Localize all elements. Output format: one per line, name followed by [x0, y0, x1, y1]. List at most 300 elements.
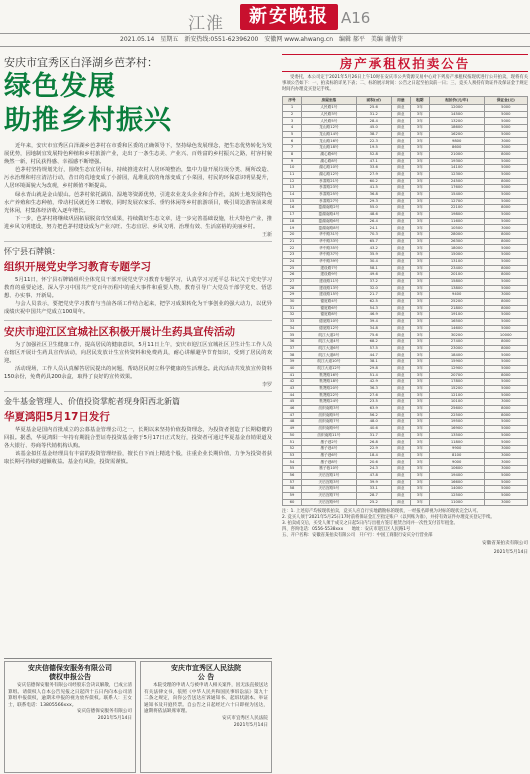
table-cell: 纺织南路11号 [302, 432, 357, 439]
table-cell: 湖心路8号 [302, 158, 357, 165]
table-cell: 皖江大道12号 [302, 365, 357, 372]
table-cell: 29.3 [356, 198, 391, 205]
table-cell: 28.4 [356, 118, 391, 125]
table-cell: 3年 [410, 245, 429, 252]
masthead-city: 江淮 [188, 14, 224, 34]
table-cell: 5000 [484, 111, 527, 118]
table-header-cell: 房屋坐落 [302, 97, 357, 105]
table-cell: 3年 [410, 298, 429, 305]
table-cell: 人民路1号 [302, 105, 357, 112]
table-cell: 天后宫路7号 [302, 492, 357, 499]
table-cell: 20700 [429, 372, 484, 379]
notice-box [140, 661, 272, 773]
table-cell: 24500 [429, 178, 484, 185]
table-cell: 22 [283, 245, 302, 252]
table-header-cell: 用途 [391, 97, 410, 105]
table-cell: 19.5 [356, 145, 391, 152]
table-cell: 68.2 [356, 339, 391, 346]
table-cell: 5000 [484, 212, 527, 219]
table-row [283, 238, 528, 245]
table-cell: 44.7 [356, 352, 391, 359]
table-cell: 22100 [429, 205, 484, 212]
table-cell: 纺织南路7号 [302, 419, 357, 426]
table-cell: 商业 [391, 446, 410, 453]
table-cell: 8000 [484, 372, 527, 379]
table-cell: 皖江大道10号 [302, 359, 357, 366]
table-cell: 3年 [410, 232, 429, 239]
table-cell: 湖心路12号 [302, 171, 357, 178]
auction-table [282, 96, 528, 506]
table-row [283, 185, 528, 192]
article4-paragraph: 华夏基金是国内首批成立的公募基金管理公司之一，长期以来坚持价值投资理念，为投资者创造了长期稳健的回报。据悉，华夏鸿阳一年持有期混合型证券投资基金将于5月17日正式发行，投资者可通过华夏基金直销渠道及各大银行、券商等代销机构认购。 [4, 426, 272, 450]
table-cell: 湖心路6号 [302, 151, 357, 158]
table-cell: 5000 [484, 379, 527, 386]
table-cell: 3年 [410, 385, 429, 392]
table-row [283, 118, 528, 125]
table-cell: 5000 [484, 131, 527, 138]
table-cell: 墨子巷10号 [302, 466, 357, 473]
table-cell: 集贤路16号 [302, 372, 357, 379]
table-cell: 22.3 [356, 138, 391, 145]
table-cell: 27.6 [356, 392, 391, 399]
table-cell: 3年 [410, 191, 429, 198]
table-cell: 3年 [410, 105, 429, 112]
table-row [283, 138, 528, 145]
lead-paragraph: 近年来，安庆市宜秀区白泽湖乡芭茅村在市委和区委的正确领导下，坚持绿色发展理念，把生态优势转化为发展优势，因地制宜发展特色种植和乡村旅游产业，走出了一条生态美、产业兴、百姓富的乡村振兴之路，村容村貌焕然一新，村民获得感、幸福感不断增强。 [4, 143, 272, 166]
table-cell: 华中路39号 [302, 258, 357, 265]
table-row [283, 305, 528, 312]
table-cell: 10 [283, 165, 302, 172]
table-cell: 3000 [484, 466, 527, 473]
table-cell: 29 [283, 292, 302, 299]
table-cell: 59 [283, 492, 302, 499]
table-header-cell: 序号 [283, 97, 302, 105]
table-cell: 9400 [429, 292, 484, 299]
table-cell: 16600 [429, 479, 484, 486]
table-row [283, 319, 528, 326]
table-cell: 商业 [391, 292, 410, 299]
table-cell: 商业 [391, 405, 410, 412]
table-cell: 商业 [391, 339, 410, 346]
table-cell: 商业 [391, 118, 410, 125]
table-row [283, 412, 528, 419]
table-cell: 建设路15号 [302, 292, 357, 299]
table-cell: 21000 [429, 151, 484, 158]
table-cell: 商业 [391, 272, 410, 279]
table-cell: 30.4 [356, 258, 391, 265]
table-cell: 商业 [391, 392, 410, 399]
table-cell: 商业 [391, 252, 410, 259]
table-cell: 3年 [410, 225, 429, 232]
table-cell: 39.9 [356, 479, 391, 486]
table-cell: 3000 [484, 145, 527, 152]
table-cell: 5000 [484, 125, 527, 132]
table-cell: 3000 [484, 292, 527, 299]
table-row [283, 292, 528, 299]
table-cell: 3年 [410, 352, 429, 359]
table-cell: 商业 [391, 238, 410, 245]
newspaper-logo: 新安晚报 [240, 4, 338, 30]
table-cell: 20100 [429, 272, 484, 279]
table-cell: 商业 [391, 171, 410, 178]
table-cell: 13 [283, 185, 302, 192]
table-cell: 22500 [429, 412, 484, 419]
table-cell: 8000 [484, 265, 527, 272]
table-cell: 21800 [429, 305, 484, 312]
table-cell: 3年 [410, 345, 429, 352]
table-row [283, 499, 528, 506]
table-cell: 集贤路18号 [302, 379, 357, 386]
table-cell: 13100 [429, 258, 484, 265]
lead-paragraph: 绿水青山就是金山银山。芭茅村依托湖泊、湿地等资源优势，引进农业龙头企业和合作社，流转土地发展特色水产养殖和生态种植，带动村民就近务工增收，同时发展农家乐、垂钓休闲等乡村旅游项目，吸引周边游客前来观光休闲，村集体经济收入逐年增长。 [4, 191, 272, 214]
article3-title: 安庆市迎江区宜城社区积极开展计生药具宣传活动 [4, 325, 235, 338]
table-cell: 纺织南路5号 [302, 412, 357, 419]
table-cell: 25 [283, 265, 302, 272]
table-cell: 天后宫路9号 [302, 499, 357, 506]
table-cell: 3000 [484, 138, 527, 145]
article4-kicker: 金牛基金管理人、价值投资掌舵者现身阳西北新篇 [4, 396, 180, 406]
table-cell: 15 [283, 198, 302, 205]
table-cell: 31 [283, 305, 302, 312]
table-cell: 25200 [429, 298, 484, 305]
table-cell: 75.6 [356, 332, 391, 339]
table-cell: 商业 [391, 178, 410, 185]
table-cell: 8000 [484, 178, 527, 185]
table-row [283, 212, 528, 219]
table-cell: 集贤路24号 [302, 399, 357, 406]
table-cell: 46 [283, 405, 302, 412]
table-cell: 3年 [410, 198, 429, 205]
table-cell: 12300 [429, 171, 484, 178]
auction-notes [282, 509, 528, 539]
table-cell: 65.7 [356, 238, 391, 245]
table-cell: 商业 [391, 232, 410, 239]
table-cell: 5000 [484, 105, 527, 112]
table-cell: 商业 [391, 486, 410, 493]
table-cell: 商业 [391, 212, 410, 219]
table-cell: 商业 [391, 365, 410, 372]
table-cell: 8000 [484, 339, 527, 346]
table-row [283, 385, 528, 392]
table-cell: 建设路13号 [302, 285, 357, 292]
table-cell: 35.9 [356, 252, 391, 259]
table-cell: 3000 [484, 452, 527, 459]
table-cell: 70.3 [356, 232, 391, 239]
table-cell: 17 [283, 212, 302, 219]
table-cell: 5000 [484, 165, 527, 172]
table-cell: 龙山路18号 [302, 145, 357, 152]
auction-signature-date: 2021年5月14日 [493, 549, 528, 555]
table-cell: 36.8 [356, 191, 391, 198]
auction-note: 四、咨询电话：0556-5538xxx 地址：安庆市迎江区人民路1号 [282, 527, 411, 533]
table-cell: 16500 [429, 319, 484, 326]
auction-note: 3. 拍卖成交后，买受人须于成交之日起5日内与出租方签订租赁合同并一次性支付首年租金。 [282, 521, 458, 527]
notice-box [4, 661, 136, 773]
table-cell: 39.4 [356, 319, 391, 326]
table-cell: 9900 [429, 446, 484, 453]
table-cell: 13500 [429, 432, 484, 439]
table-cell: 5000 [484, 432, 527, 439]
table-cell: 23400 [429, 265, 484, 272]
table-cell: 3年 [410, 258, 429, 265]
table-cell: 9800 [429, 138, 484, 145]
table-cell: 16900 [429, 426, 484, 433]
table-cell: 25.2 [356, 499, 391, 506]
table-cell: 18 [283, 218, 302, 225]
table-cell: 华中路35号 [302, 245, 357, 252]
table-cell: 22.9 [356, 446, 391, 453]
masthead-info: 2021.05.14 星期五 新安热线:0551-62396200 安徽网 www.ahwang.cn 编辑 郝平 美编 谢倩芽 [0, 33, 530, 47]
table-cell: 商业 [391, 158, 410, 165]
table-cell: 墨子巷2号 [302, 439, 357, 446]
table-row [283, 191, 528, 198]
table-cell: 商业 [391, 399, 410, 406]
table-cell: 15800 [429, 278, 484, 285]
table-cell: 57 [283, 479, 302, 486]
table-cell: 31.2 [356, 111, 391, 118]
table-cell: 3年 [410, 426, 429, 433]
table-cell: 32.0 [356, 285, 391, 292]
table-cell: 8000 [484, 205, 527, 212]
table-cell: 3年 [410, 459, 429, 466]
table-row [283, 225, 528, 232]
table-cell: 54 [283, 459, 302, 466]
table-cell: 35 [283, 332, 302, 339]
table-cell: 墨子巷8号 [302, 459, 357, 466]
table-row [283, 312, 528, 319]
table-cell: 人民路3号 [302, 111, 357, 118]
table-cell: 15400 [429, 191, 484, 198]
table-cell: 墨子巷6号 [302, 452, 357, 459]
table-cell: 33.6 [356, 165, 391, 172]
table-cell: 3年 [410, 238, 429, 245]
table-cell: 德宽路6号 [302, 305, 357, 312]
table-cell: 57.5 [356, 345, 391, 352]
table-cell: 1 [283, 105, 302, 112]
table-cell: 墨子巷4号 [302, 446, 357, 453]
table-cell: 商业 [391, 332, 410, 339]
table-cell: 54.3 [356, 305, 391, 312]
table-cell: 3 [283, 118, 302, 125]
table-cell: 11600 [429, 218, 484, 225]
table-cell: 60 [283, 499, 302, 506]
table-cell: 龙山路14号 [302, 131, 357, 138]
table-row [283, 298, 528, 305]
table-cell: 3年 [410, 379, 429, 386]
table-cell: 9000 [429, 459, 484, 466]
table-cell: 31.7 [356, 432, 391, 439]
table-cell: 3年 [410, 492, 429, 499]
table-cell: 18400 [429, 352, 484, 359]
table-cell: 3年 [410, 419, 429, 426]
table-cell: 51 [283, 439, 302, 446]
table-cell: 孝肃路25号 [302, 191, 357, 198]
table-cell: 商业 [391, 151, 410, 158]
table-cell: 3年 [410, 479, 429, 486]
table-row [283, 339, 528, 346]
article4-paragraph: 该基金拟任基金经理具有丰富的投资管理经验，擅长自下而上精选个股，注重企业长期价值，力争为投资者获取长期可持续的超额收益。基金有风险，投资需谨慎。 [4, 451, 272, 466]
table-cell: 58.1 [356, 265, 391, 272]
table-row [283, 151, 528, 158]
table-cell: 商业 [391, 245, 410, 252]
table-cell: 商业 [391, 379, 410, 386]
table-cell: 10600 [429, 466, 484, 473]
table-cell: 商业 [391, 145, 410, 152]
table-cell: 47.8 [356, 472, 391, 479]
table-cell: 商业 [391, 492, 410, 499]
table-cell: 27 [283, 278, 302, 285]
table-cell: 3年 [410, 499, 429, 506]
table-cell: 3年 [410, 131, 429, 138]
table-cell: 12000 [429, 105, 484, 112]
table-cell: 11000 [429, 499, 484, 506]
table-row [283, 372, 528, 379]
table-cell: 51.4 [356, 372, 391, 379]
table-cell: 3000 [484, 446, 527, 453]
table-cell: 10100 [429, 399, 484, 406]
notice-text: 本院受理的申请人与被申请人相关案件，因无法直接送达有关法律文书，依照《中华人民共和国民事诉讼法》第九十二条之规定，向你公告送达应诉通知书、起诉状副本、举证通知书及开庭传票。自公告之日起经过六十日即视为送达，逾期将依法缺席审理。 [144, 683, 268, 715]
table-cell: 5000 [484, 191, 527, 198]
table-cell: 华中路33号 [302, 238, 357, 245]
table-cell: 商业 [391, 218, 410, 225]
table-cell: 49.6 [356, 272, 391, 279]
table-cell: 商业 [391, 372, 410, 379]
table-cell: 3年 [410, 158, 429, 165]
table-cell: 40.6 [356, 426, 391, 433]
table-row [283, 352, 528, 359]
table-row [283, 419, 528, 426]
table-cell: 商业 [391, 105, 410, 112]
auction-note: 注：1. 上述房产均按现状拍卖，竞买人应自行实地踏勘标的现状，一经报名即视为对标的现状完全认可。 [282, 509, 481, 515]
table-cell: 5000 [484, 419, 527, 426]
table-cell: 19800 [429, 212, 484, 219]
table-header-cell: 面积(㎡) [356, 97, 391, 105]
table-cell: 德宽路4号 [302, 298, 357, 305]
table-row [283, 245, 528, 252]
table-row [283, 258, 528, 265]
article3-paragraph: 活动现场，工作人员认真解答居民提出的问题，帮助居民树立科学健康的生活理念。此次活动共发放宣传资料150余份，免费药具200余盒，取得了良好的宣传效果。 [4, 365, 272, 380]
table-cell: 34 [283, 325, 302, 332]
article2-paragraph: 与会人员表示，要把党史学习教育与当前各项工作结合起来，把学习成果转化为干事创业的强大动力，以优异成绩庆祝中国共产党成立100周年。 [4, 301, 272, 316]
table-cell: 18600 [429, 125, 484, 132]
table-cell: 56.2 [356, 412, 391, 419]
table-cell: 纺织南路3号 [302, 405, 357, 412]
table-cell: 华中路31号 [302, 232, 357, 239]
left-column [4, 52, 272, 774]
table-cell: 48.6 [356, 212, 391, 219]
table-cell: 5000 [484, 479, 527, 486]
divider [4, 320, 272, 321]
table-cell: 商业 [391, 278, 410, 285]
table-cell: 3年 [410, 452, 429, 459]
table-cell: 建设路7号 [302, 265, 357, 272]
table-cell: 14500 [429, 111, 484, 118]
table-cell: 5000 [484, 245, 527, 252]
table-cell: 17800 [429, 379, 484, 386]
table-cell: 14000 [429, 486, 484, 493]
table-cell: 19 [283, 225, 302, 232]
notice-signature: 安庆市宜秀区人民法院 2021年5月14日 [222, 715, 268, 728]
table-cell: 3年 [410, 278, 429, 285]
table-cell: 26.8 [356, 439, 391, 446]
table-row [283, 472, 528, 479]
table-cell: 3年 [410, 111, 429, 118]
table-cell: 5000 [484, 359, 527, 366]
auction-note: 五、开户名称：安徽省某拍卖有限公司 开户行：中国工商银行安庆分行营业部 [282, 533, 433, 539]
table-cell: 25.6 [356, 105, 391, 112]
table-cell: 8000 [484, 405, 527, 412]
table-cell: 3年 [410, 446, 429, 453]
table-cell: 36 [283, 339, 302, 346]
table-row [283, 379, 528, 386]
table-cell: 62.5 [356, 298, 391, 305]
table-cell: 10000 [484, 332, 527, 339]
table-cell: 8000 [484, 412, 527, 419]
table-row [283, 232, 528, 239]
table-cell: 19400 [429, 472, 484, 479]
table-cell: 23 [283, 252, 302, 259]
table-cell: 3年 [410, 399, 429, 406]
table-cell: 7 [283, 145, 302, 152]
table-cell: 19100 [429, 312, 484, 319]
table-cell: 皖江大道6号 [302, 345, 357, 352]
table-cell: 5000 [484, 352, 527, 359]
table-cell: 孝肃路23号 [302, 185, 357, 192]
table-cell: 28000 [429, 232, 484, 239]
table-row [283, 459, 528, 466]
table-cell: 商业 [391, 131, 410, 138]
table-cell: 14100 [429, 165, 484, 172]
table-cell: 23000 [429, 345, 484, 352]
table-cell: 德宽路12号 [302, 325, 357, 332]
notice-boxes [4, 658, 272, 774]
table-cell: 33.1 [356, 486, 391, 493]
table-cell: 21 [283, 238, 302, 245]
table-cell: 德宽路10号 [302, 319, 357, 326]
table-cell: 20.6 [356, 459, 391, 466]
table-cell: 5000 [484, 171, 527, 178]
table-cell: 5000 [484, 185, 527, 192]
table-cell: 3年 [410, 178, 429, 185]
table-cell: 8 [283, 151, 302, 158]
table-cell: 8600 [429, 145, 484, 152]
masthead [0, 0, 530, 34]
table-cell: 38.1 [356, 359, 391, 366]
table-cell: 商业 [391, 198, 410, 205]
table-cell: 24.3 [356, 466, 391, 473]
table-cell: 8000 [484, 298, 527, 305]
table-row [283, 111, 528, 118]
lead-paragraph: 芭茅村坚持规划先行，围绕生态宜居目标，持续推进农村人居环境整治，集中力量开展垃圾分类、厕所改造、污水治理和村庄清洁行动，昔日的荒地变成了小游园，乱堆乱放的角落变成了小菜园，村民的环保意识明显提升，人居环境面貌大为改观，乡村颜值不断提高。 [4, 167, 272, 190]
table-cell: 58 [283, 486, 302, 493]
article2-kicker: 怀宁县石牌镇： [4, 247, 60, 257]
table-cell: 皖江大道8号 [302, 352, 357, 359]
table-cell: 29.8 [356, 365, 391, 372]
table-cell: 11 [283, 171, 302, 178]
table-cell: 菱湖南路6号 [302, 218, 357, 225]
table-cell: 8100 [429, 452, 484, 459]
table-cell: 商业 [391, 325, 410, 332]
table-cell: 5000 [484, 392, 527, 399]
table-cell: 商业 [391, 312, 410, 319]
table-cell: 商业 [391, 298, 410, 305]
table-row [283, 466, 528, 473]
table-cell: 商业 [391, 185, 410, 192]
table-cell: 3年 [410, 412, 429, 419]
table-cell: 3年 [410, 171, 429, 178]
table-cell: 3年 [410, 439, 429, 446]
table-cell: 48 [283, 419, 302, 426]
